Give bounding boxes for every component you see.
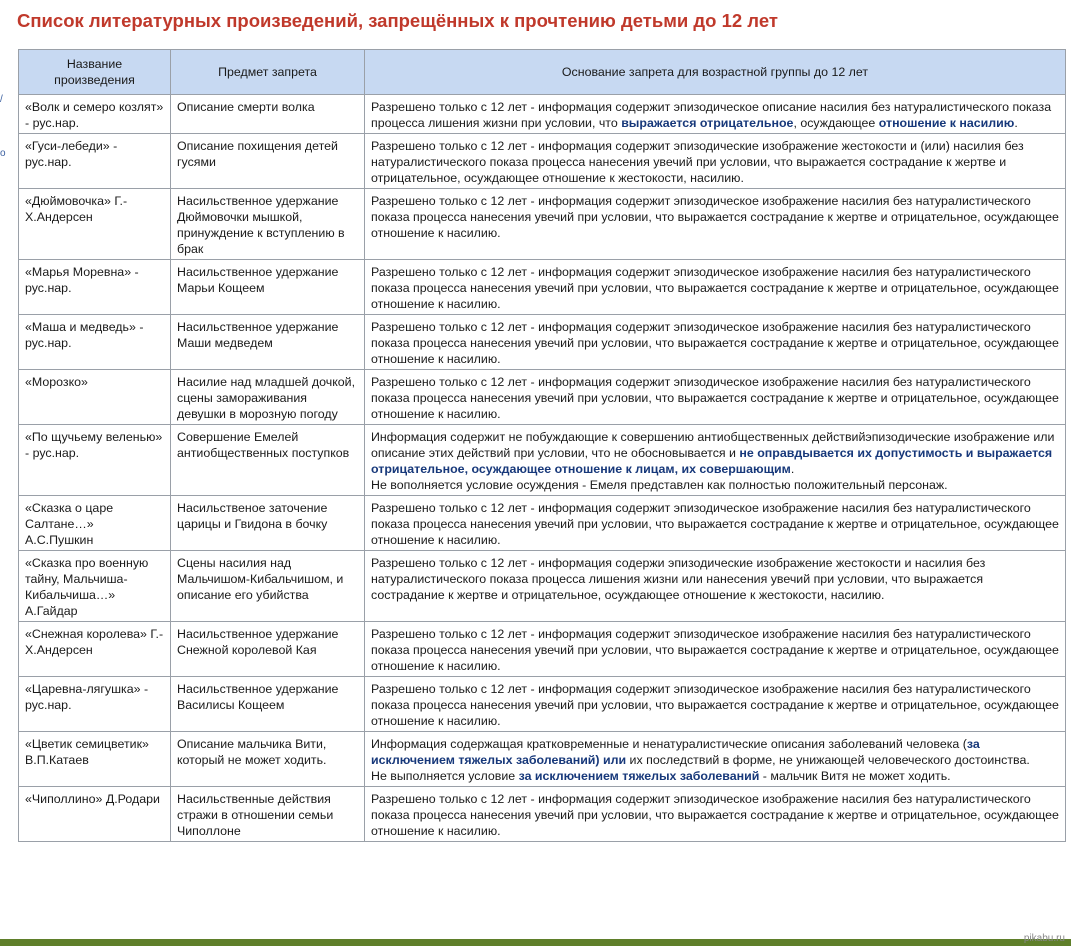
- highlighted-text: не оправдывается их допустимость и выражается отрицательное, осуждающее отношение к лицам, их совершающим: [371, 446, 1053, 476]
- basis-text: .: [790, 462, 795, 476]
- basis-text: Информация содержит не побуждающие к совершению антиобщественных действийэпизодические изображение или описание этих действий при условии, что не обосновывается и: [371, 430, 1055, 460]
- work-title-cell: «По щучьему веленью» - рус.нар.: [19, 425, 171, 496]
- ban-subject-cell: Насильственное удержание Маши медведем: [171, 315, 365, 370]
- ban-basis-cell: [365, 787, 1066, 842]
- ban-basis-cell: [365, 315, 1066, 370]
- ban-subject-cell: Насильственное удержание Дюймовочки мышкой, принуждение к вступлению в брак: [171, 189, 365, 260]
- edge-mark: о: [0, 148, 6, 159]
- table-row: [19, 134, 1066, 189]
- ban-basis-cell: [365, 677, 1066, 732]
- ban-basis-cell: [365, 425, 1066, 496]
- ban-subject-cell: Насилие над младшей дочкой, сцены замораживания девушки в морозную погоду: [171, 370, 365, 425]
- basis-text: Разрешено только с 12 лет - информация содержит эпизодическое описание насилия без натуралистического показа процесса лишения жизни при условии, что: [371, 100, 1052, 130]
- table-row: [19, 496, 1066, 551]
- ban-basis-cell: [365, 622, 1066, 677]
- table-row: [19, 189, 1066, 260]
- basis-text: Разрешено только с 12 лет - информация содержит эпизодические изображение жестокости и (или) насилия без натуралистического показа процесса нанесения увечий при условии, что выражается сострадание к жертве и отрицательное, осуждающее отношение к жестокости, насилию.: [371, 139, 1024, 185]
- work-title-cell: «Волк и семеро козлят» - рус.нар.: [19, 95, 171, 134]
- ban-subject-cell: Совершение Емелей антиобщественных поступков: [171, 425, 365, 496]
- table-row: [19, 551, 1066, 622]
- highlighted-text: за исключением тяжелых заболеваний) или: [371, 737, 980, 767]
- basis-text: Разрешено только с 12 лет - информация содержи эпизодические изображение жестокости и насилия без натуралистического показа процесса лишения жизни или нанесения увечий при условии, что выражается сострадание к жертве и отрицательное, осуждающее отношение к жестокости, насилию.: [371, 556, 986, 602]
- basis-text: , осуждающее: [793, 116, 879, 130]
- page-edge-marks: [0, 95, 6, 163]
- ban-basis-cell: [365, 95, 1066, 134]
- ban-subject-cell: Насильственное удержание Марьи Кощеем: [171, 260, 365, 315]
- header-ban-basis: Основание запрета для возрастной группы до 12 лет: [365, 50, 1066, 95]
- basis-text: Информация содержащая кратковременные и ненатуралистические описания заболеваний человека (: [371, 737, 967, 751]
- basis-text: Разрешено только с 12 лет - информация содержит эпизодическое изображение насилия без натуралистического показа процесса нанесения увечий при условии, что выражается сострадание к жертве и отрицательное, осуждающее отношение к насилию.: [371, 194, 1059, 240]
- edge-mark: /: [0, 94, 3, 105]
- basis-text: их последствий в форме, не унижающей человеческого достоинства.: [626, 753, 1030, 767]
- basis-text: Разрешено только с 12 лет - информация содержит эпизодическое изображение насилия без натуралистического показа процесса нанесения увечий при условии, что выражается сострадание к жертве и отрицательное, осуждающее отношение к насилию.: [371, 501, 1059, 547]
- basis-text: Разрешено только с 12 лет - информация содержит эпизодическое изображение насилия без натуралистического показа процесса нанесения увечий при условии, что выражается сострадание к жертве и отрицательное, осуждающее отношение к насилию.: [371, 792, 1059, 838]
- ban-basis-cell: [365, 496, 1066, 551]
- ban-subject-cell: Описание похищения детей гусями: [171, 134, 365, 189]
- ban-subject-cell: Насильственное удержание Василисы Кощеем: [171, 677, 365, 732]
- ban-basis-cell: [365, 551, 1066, 622]
- basis-text: Разрешено только с 12 лет - информация содержит эпизодическое изображение насилия без натуралистического показа процесса нанесения увечий при условии, что выражается сострадание к жертве и отрицательное, осуждающее отношение к насилию.: [371, 627, 1059, 673]
- work-title-cell: «Снежная королева» Г.-Х.Андерсен: [19, 622, 171, 677]
- ban-basis-cell: [365, 732, 1066, 787]
- work-title-cell: «Марья Моревна» - рус.нар.: [19, 260, 171, 315]
- work-title-cell: «Царевна-лягушка» - рус.нар.: [19, 677, 171, 732]
- table-row: [19, 732, 1066, 787]
- basis-text: Разрешено только с 12 лет - информация содержит эпизодическое изображение насилия без натуралистического показа процесса нанесения увечий при условии, что выражается сострадание к жертве и отрицательное, осуждающее отношение к насилию.: [371, 265, 1059, 311]
- table-row: [19, 677, 1066, 732]
- highlighted-text: отношение к насилию: [878, 116, 1015, 130]
- basis-text: Разрешено только с 12 лет - информация содержит эпизодическое изображение насилия без натуралистического показа процесса нанесения увечий при условии, что выражается сострадание к жертве и отрицательное, осуждающее отношение к насилию.: [371, 682, 1059, 728]
- ban-subject-cell: Насильственое заточение царицы и Гвидона в бочку: [171, 496, 365, 551]
- table-row: [19, 370, 1066, 425]
- table-row: [19, 315, 1066, 370]
- basis-text: .: [1014, 116, 1018, 130]
- table-row: [19, 260, 1066, 315]
- work-title-cell: «Сказка о царе Салтане…» А.С.Пушкин: [19, 496, 171, 551]
- work-title-cell: «Гуси-лебеди» - рус.нар.: [19, 134, 171, 189]
- basis-text: Разрешено только с 12 лет - информация содержит эпизодическое изображение насилия без натуралистического показа процесса нанесения увечий при условии, что выражается сострадание к жертве и отрицательное, осуждающее отношение к насилию.: [371, 320, 1059, 366]
- work-title-cell: «Морозко»: [19, 370, 171, 425]
- basis-text: Не выполняется условие: [371, 769, 519, 783]
- header-work-title: Название произведения: [19, 50, 171, 95]
- ban-basis-cell: [365, 189, 1066, 260]
- work-title-cell: «Чиполлино» Д.Родари: [19, 787, 171, 842]
- ban-basis-cell: [365, 260, 1066, 315]
- work-title-cell: «Цветик семицветик» В.П.Катаев: [19, 732, 171, 787]
- work-title-cell: «Сказка про военную тайну, Мальчиша-Кибальчиша…» А.Гайдар: [19, 551, 171, 622]
- ban-subject-cell: Описание смерти волка: [171, 95, 365, 134]
- ban-subject-cell: Насильственные действия стражи в отношении семьи Чиполлоне: [171, 787, 365, 842]
- header-ban-subject: Предмет запрета: [171, 50, 365, 95]
- footer-image-strip: [0, 939, 1071, 946]
- page-title: Список литературных произведений, запрещённых к прочтению детьми до 12 лет: [17, 10, 778, 31]
- table-header-row: [19, 50, 1066, 95]
- ban-subject-cell: Описание мальчика Вити, который не может ходить.: [171, 732, 365, 787]
- work-title-cell: «Маша и медведь» - рус.нар.: [19, 315, 171, 370]
- banned-books-table: [18, 49, 1066, 842]
- basis-text: Не вополняется условие осуждения - Емеля представлен как полностью положительный персонаж.: [371, 478, 948, 492]
- basis-text: - мальчик Витя не может ходить.: [759, 769, 951, 783]
- highlighted-text: за исключением тяжелых заболеваний: [518, 769, 760, 783]
- table-row: [19, 95, 1066, 134]
- ban-basis-cell: [365, 370, 1066, 425]
- table-row: [19, 622, 1066, 677]
- ban-subject-cell: Сцены насилия над Мальчишом-Кибальчишом, и описание его убийства: [171, 551, 365, 622]
- ban-subject-cell: Насильственное удержание Снежной королевой Кая: [171, 622, 365, 677]
- table-row: [19, 787, 1066, 842]
- basis-text: Разрешено только с 12 лет - информация содержит эпизодическое изображение насилия без натуралистического показа процесса нанесения увечий при условии, что выражается сострадание к жертве и отрицательное, осуждающее отношение к насилию.: [371, 375, 1059, 421]
- ban-basis-cell: [365, 134, 1066, 189]
- highlighted-text: выражается отрицательное: [621, 116, 794, 130]
- watermark: pikabu.ru: [1023, 933, 1065, 944]
- work-title-cell: «Дюймовочка» Г.-Х.Андерсен: [19, 189, 171, 260]
- table-row: [19, 425, 1066, 496]
